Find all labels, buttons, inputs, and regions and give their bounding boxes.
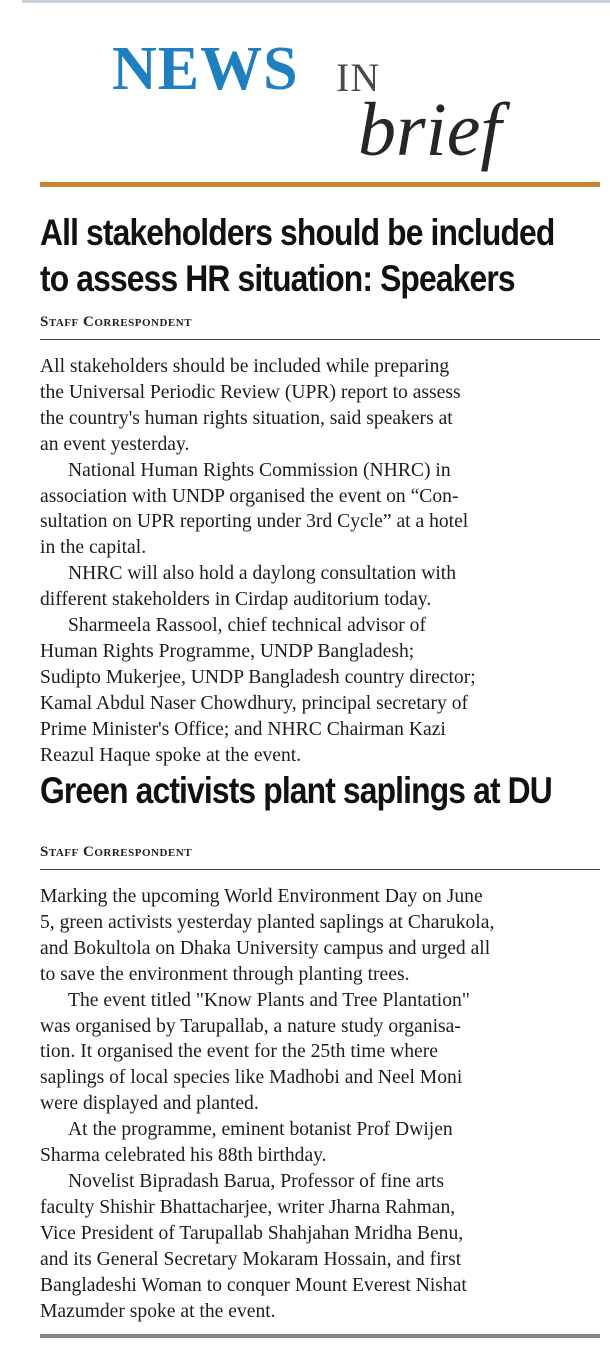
story1-headline-line: to assess HR situation: Speakers: [40, 258, 515, 299]
body-line: Marking the upcoming World Environment Day on June: [40, 886, 483, 907]
story2-byline: Staff Correspondent: [40, 844, 193, 860]
bottom-border: [40, 1334, 600, 1338]
story1-paragraph: [40, 354, 600, 458]
story1-headline: [40, 210, 608, 302]
story2-paragraph: [40, 884, 600, 988]
body-line: Bangladeshi Woman to conquer Mount Everest Nishat: [40, 1274, 467, 1296]
body-line: Sharmeela Rassool, chief technical advisor of: [68, 615, 427, 637]
body-line: to save the environment through planting trees.: [40, 963, 410, 985]
body-line: tion. It organised the event for the 25th time where: [40, 1041, 438, 1063]
body-line: the Universal Periodic Review (UPR) report to assess: [40, 381, 461, 403]
body-line: Sharma celebrated his 88th birthday.: [40, 1145, 327, 1167]
masthead-news: NEWS: [112, 35, 299, 103]
story1-paragraph: [40, 458, 600, 562]
body-line: and Bokultola on Dhaka University campus and urged all: [40, 937, 491, 959]
story2-paragraph: [40, 1169, 600, 1324]
story2-headline: [40, 768, 608, 814]
body-line: sultation on UPR reporting under 3rd Cycle” at a hotel: [40, 511, 469, 533]
body-line: At the programme, eminent botanist Prof Dwijen: [68, 1119, 453, 1141]
body-line: faculty Shishir Bhattacharjee, writer Jharna Rahman,: [40, 1196, 456, 1218]
story2-paragraph: [40, 988, 600, 1118]
masthead-divider: [40, 182, 600, 187]
body-line: Reazul Haque spoke at the event.: [40, 744, 302, 766]
body-line: were displayed and planted.: [40, 1093, 259, 1115]
story1-paragraph: [40, 561, 600, 613]
story2-headline-line: Green activists plant saplings at DU: [40, 770, 552, 811]
body-line: different stakeholders in Cirdap auditorium today.: [40, 589, 432, 611]
masthead-brief: brief: [358, 88, 502, 172]
body-line: an event yesterday.: [40, 433, 190, 455]
body-line: Novelist Bipradash Barua, Professor of fine arts: [68, 1170, 445, 1192]
body-line: and its General Secretary Mokaram Hossain, and first: [40, 1248, 462, 1270]
body-line: association with UNDP organised the event on “Con-: [40, 485, 459, 507]
story2-paragraph: [40, 1117, 600, 1169]
body-line: 5, green activists yesterday planted saplings at Charukola,: [40, 911, 495, 933]
story1-headline-line: All stakeholders should be included: [40, 212, 555, 253]
story1-byline-rule: [40, 339, 600, 340]
body-line: Human Rights Programme, UNDP Bangladesh;: [40, 640, 415, 662]
body-line: All stakeholders should be included while preparing: [40, 356, 450, 377]
body-line: NHRC will also hold a daylong consultation with: [68, 563, 457, 585]
story1-body: [40, 354, 600, 769]
body-line: Sudipto Mukerjee, UNDP Bangladesh country director;: [40, 666, 476, 688]
story2-body: [40, 884, 600, 1324]
body-line: The event titled "Know Plants and Tree Plantation": [68, 989, 470, 1011]
body-line: Mazumder spoke at the event.: [40, 1300, 276, 1322]
body-line: Kamal Abdul Naser Chowdhury, principal secretary of: [40, 692, 469, 714]
masthead-in: IN: [336, 55, 381, 100]
body-line: Prime Minister's Office; and NHRC Chairman Kazi: [40, 718, 446, 740]
section-masthead: [40, 28, 600, 178]
body-line: in the capital.: [40, 537, 147, 559]
top-border: [22, 0, 610, 3]
story2-byline-rule: [40, 869, 600, 870]
body-line: was organised by Tarupallab, a nature study organisa-: [40, 1015, 461, 1037]
story1-byline: Staff Correspondent: [40, 314, 193, 330]
body-line: Vice President of Tarupallab Shahjahan Mridha Benu,: [40, 1222, 464, 1244]
body-line: National Human Rights Commission (NHRC) in: [68, 459, 451, 481]
story1-paragraph: [40, 613, 600, 768]
body-line: saplings of local species like Madhobi and Neel Moni: [40, 1067, 463, 1089]
body-line: the country's human rights situation, said speakers at: [40, 407, 453, 429]
